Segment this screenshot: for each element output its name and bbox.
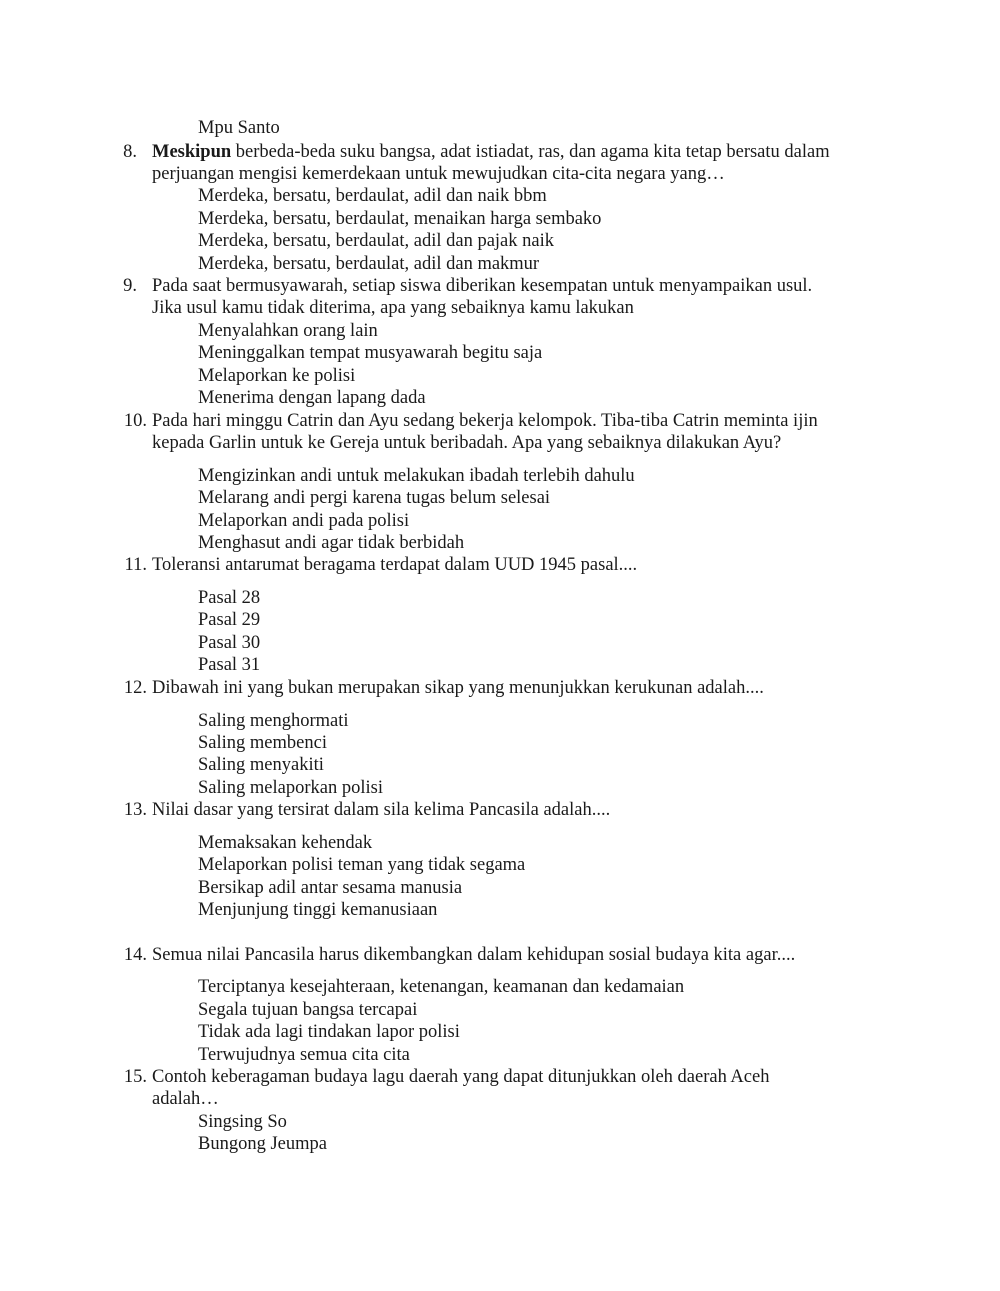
answer-option[interactable]: Saling membenci (198, 733, 327, 753)
answer-option[interactable]: Pasal 30 (198, 633, 261, 653)
bold-keyword: Meskipun (152, 142, 232, 162)
question-text: Jika usul kamu tidak diterima, apa yang sebaiknya kamu lakukan (152, 298, 634, 318)
answer-option[interactable]: Melaporkan ke polisi (198, 366, 356, 386)
question-number: 8. (123, 142, 137, 162)
question-text: Contoh keberagaman budaya lagu daerah yang dapat ditunjukkan oleh daerah Aceh (152, 1067, 770, 1087)
question-text-line (152, 141, 830, 163)
question-text: perjuangan mengisi kemerdekaan untuk mewujudkan cita-cita negara yang… (152, 164, 725, 184)
answer-option[interactable]: Merdeka, bersatu, berdaulat, menaikan harga sembako (198, 209, 602, 229)
question-text: adalah… (152, 1089, 219, 1109)
answer-option[interactable]: Singsing So (198, 1112, 287, 1132)
answer-option[interactable]: Saling menyakiti (198, 755, 324, 775)
question-number: 15. (123, 1067, 147, 1087)
answer-option[interactable]: Merdeka, bersatu, berdaulat, adil dan naik bbm (198, 186, 547, 206)
answer-option[interactable]: Merdeka, bersatu, berdaulat, adil dan pajak naik (198, 231, 554, 251)
answer-option[interactable]: Mengizinkan andi untuk melakukan ibadah terlebih dahulu (198, 466, 635, 486)
answer-option[interactable]: Melarang andi pergi karena tugas belum selesai (198, 488, 551, 508)
answer-option[interactable]: Meninggalkan tempat musyawarah begitu saja (198, 343, 543, 363)
answer-option[interactable]: Memaksakan kehendak (198, 833, 373, 853)
answer-option[interactable]: Terciptanya kesejahteraan, ketenangan, keamanan dan kedamaian (198, 977, 685, 997)
question-number: 11. (124, 555, 147, 575)
question-text: Toleransi antarumat beragama terdapat dalam UUD 1945 pasal.... (152, 555, 638, 575)
question-text: kepada Garlin untuk ke Gereja untuk beribadah. Apa yang sebaiknya dilakukan Ayu? (152, 433, 782, 453)
answer-option[interactable]: Bungong Jeumpa (198, 1134, 327, 1154)
question-number: 10. (123, 411, 147, 431)
answer-option[interactable]: Saling menghormati (198, 711, 349, 731)
question-number: 9. (123, 276, 137, 296)
question-text: Pada saat bermusyawarah, setiap siswa diberikan kesempatan untuk menyampaikan usul. (152, 276, 813, 296)
answer-option[interactable]: Merdeka, bersatu, berdaulat, adil dan makmur (198, 254, 540, 274)
question-text: berbeda-beda suku bangsa, adat istiadat, ras, dan agama kita tetap bersatu dalam (231, 142, 830, 162)
answer-option[interactable]: Menyalahkan orang lain (198, 321, 378, 341)
question-number: 13. (123, 800, 147, 820)
answer-option[interactable]: Pasal 28 (198, 588, 261, 608)
answer-option[interactable]: Tidak ada lagi tindakan lapor polisi (198, 1022, 460, 1042)
answer-option[interactable]: Menghasut andi agar tidak berbidah (198, 533, 465, 553)
answer-option[interactable]: Terwujudnya semua cita cita (198, 1045, 410, 1065)
answer-option[interactable]: Bersikap adil antar sesama manusia (198, 878, 463, 898)
answer-option[interactable]: Pasal 29 (198, 610, 261, 630)
answer-option[interactable]: Pasal 31 (198, 655, 261, 675)
answer-option[interactable]: Menerima dengan lapang dada (198, 388, 426, 408)
question-text: Nilai dasar yang tersirat dalam sila kelima Pancasila adalah.... (152, 800, 611, 820)
question-text: Pada hari minggu Catrin dan Ayu sedang bekerja kelompok. Tiba-tiba Catrin meminta ijin (152, 411, 818, 431)
answer-option[interactable]: Melaporkan polisi teman yang tidak segama (198, 855, 526, 875)
answer-option[interactable]: Menjunjung tinggi kemanusiaan (198, 900, 438, 920)
question-text: Semua nilai Pancasila harus dikembangkan dalam kehidupan sosial budaya kita agar.... (152, 945, 796, 965)
question-number: 14. (123, 945, 147, 965)
answer-option[interactable]: Melaporkan andi pada polisi (198, 511, 410, 531)
option-carry-over: Mpu Santo (198, 118, 280, 138)
answer-option[interactable]: Segala tujuan bangsa tercapai (198, 1000, 418, 1020)
question-text: Dibawah ini yang bukan merupakan sikap yang menunjukkan kerukunan adalah.... (152, 678, 764, 698)
answer-option[interactable]: Saling melaporkan polisi (198, 778, 383, 798)
question-number: 12. (123, 678, 147, 698)
